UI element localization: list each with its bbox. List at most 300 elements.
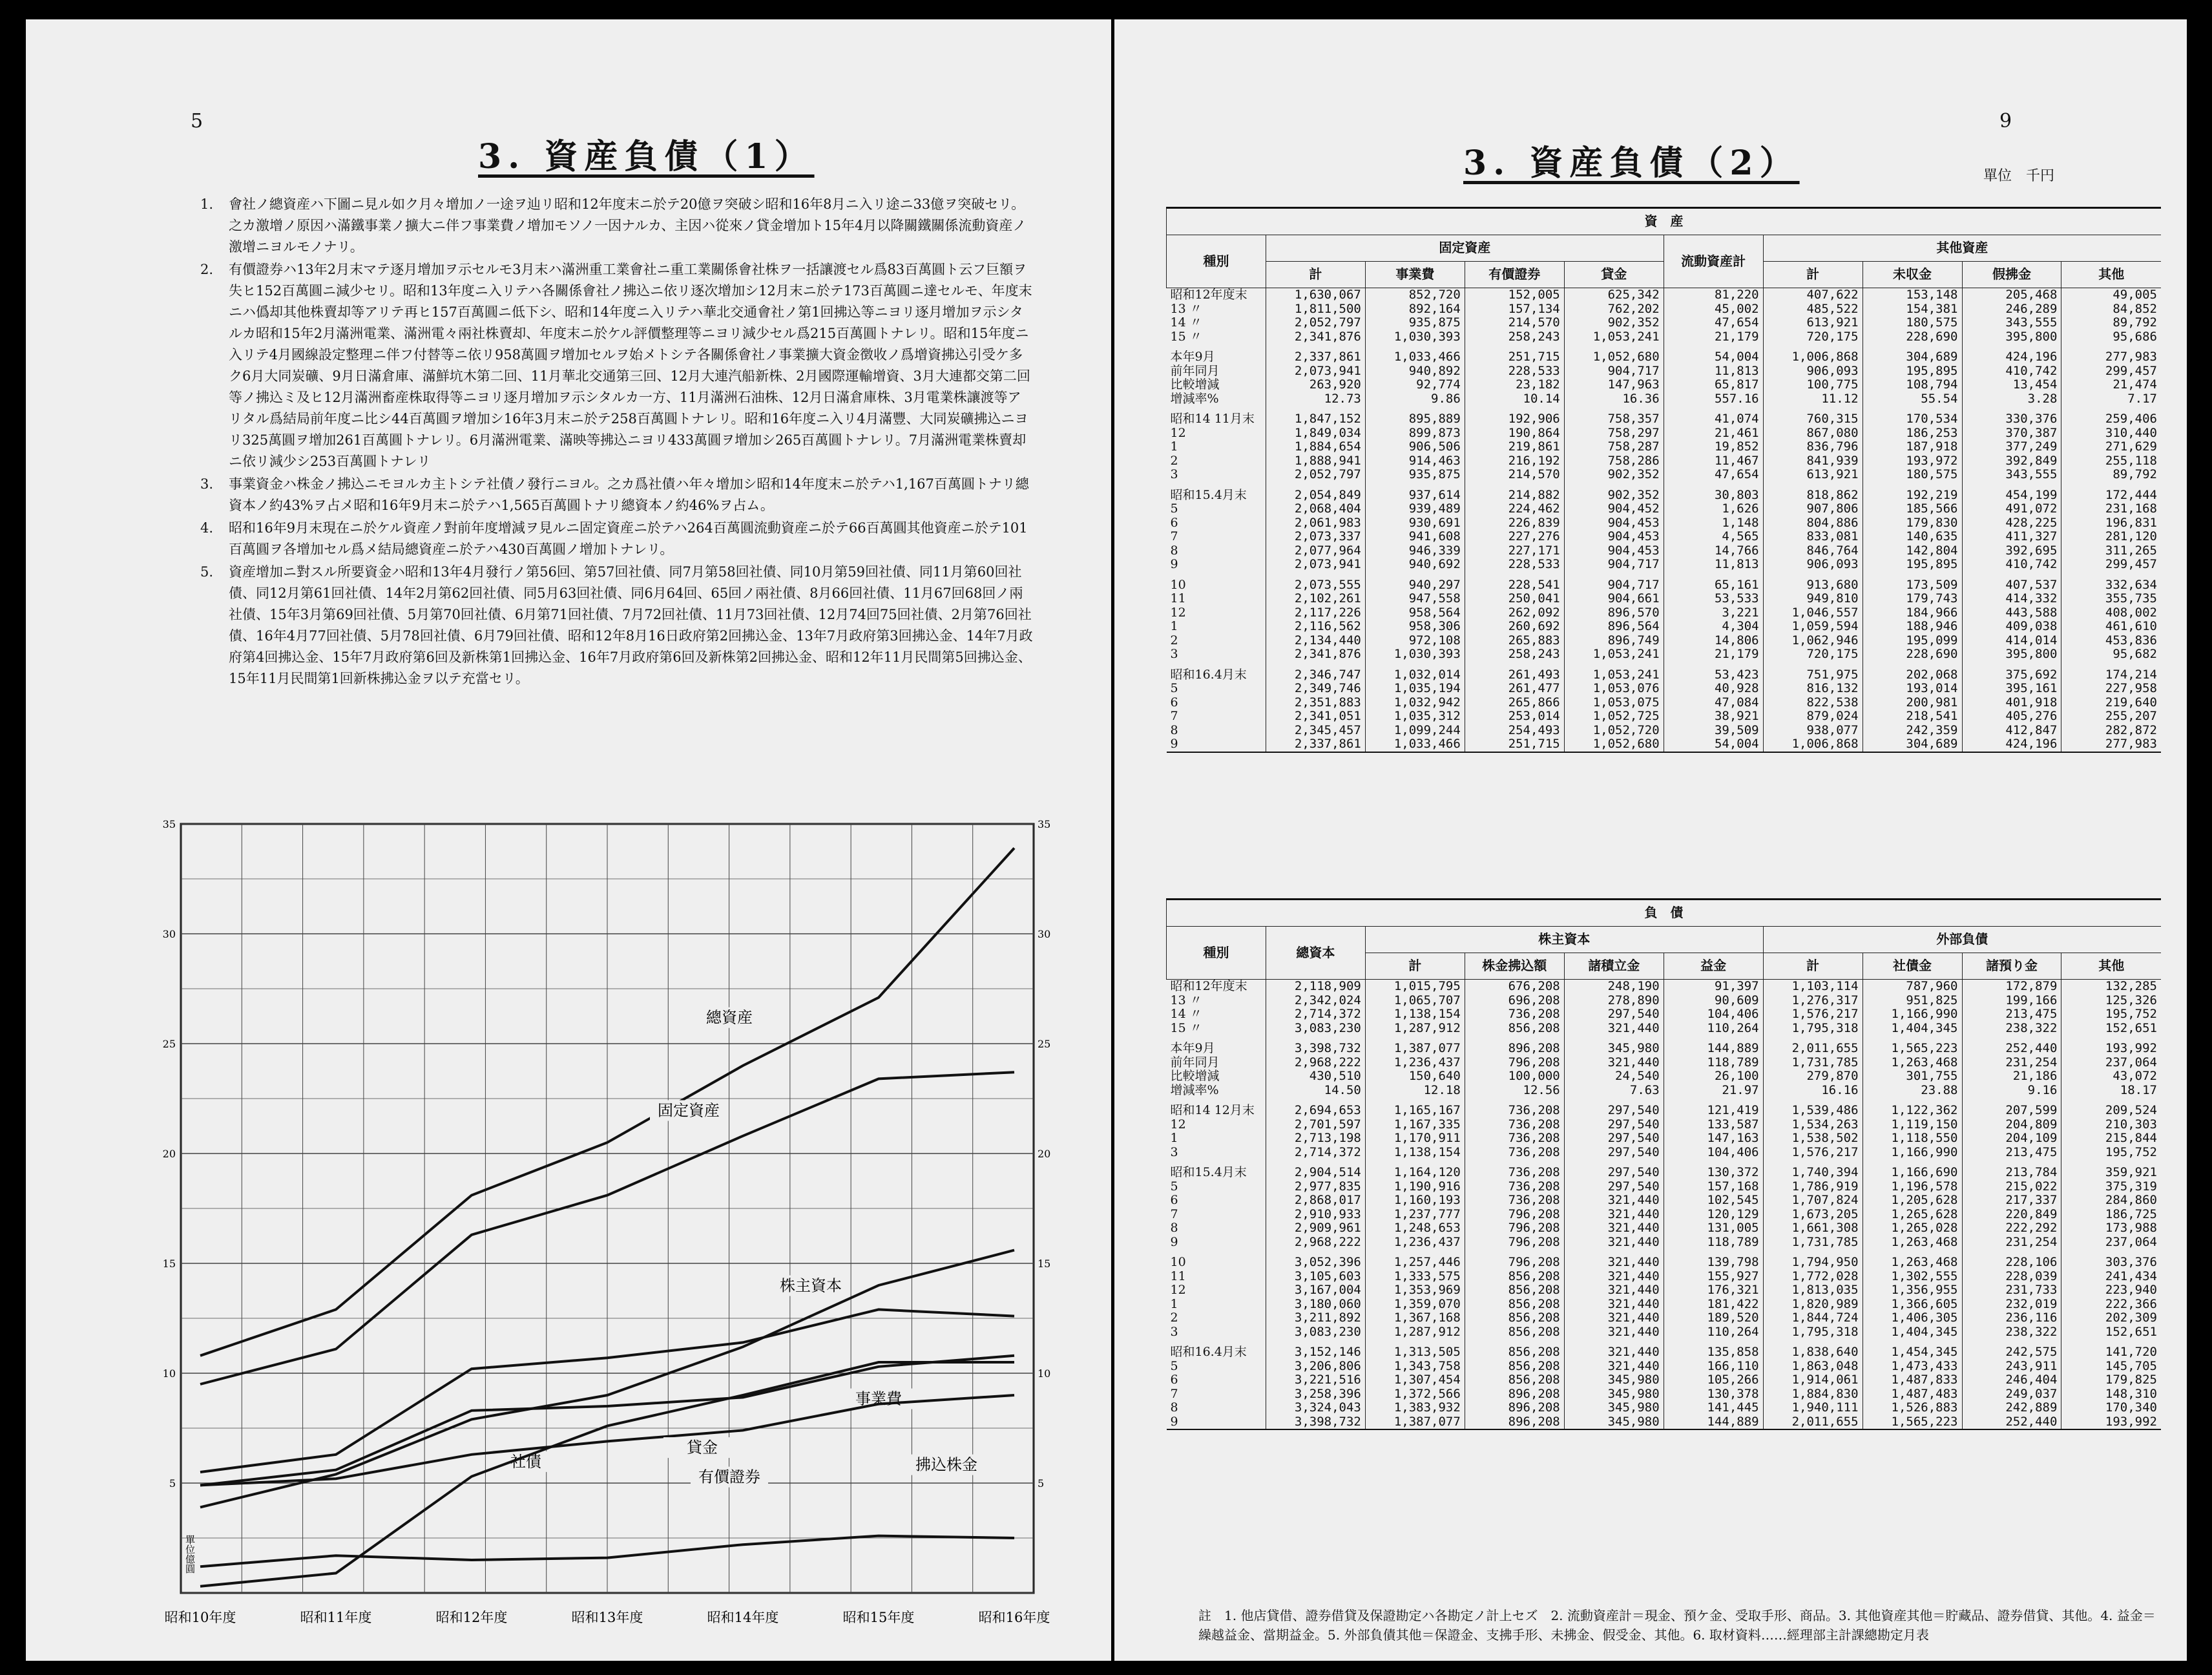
table-cell: 152,651 bbox=[2061, 1022, 2161, 1036]
table-row bbox=[1167, 344, 2162, 350]
paragraph-text: 資産增加ニ對スル所要資金ハ昭和13年4月發行ノ第56回、第57回社債、同7月第58回社債、同10月第59回社債、同11月第60回社債、同12月第61回社債、14年2月第62回社債、同5月63回社債、同6月64回、65回ノ兩社債、8月66回社債、11月67回68回ノ兩社債、15年3月第69回社債、5月第70回社債、6月第71回社債、7月72回社債、11月73回社債、12月74回75回社債、2月第76回社債、16年4月77回社債、5月78回社債、6月79回社債、昭和12年8月16日政府第2回拂込金、13年7月政府第3回拂込金、14年7月政府第4回拂込金、15年7月政府第6回及新株第1回拂込金、16年7月政府第6回及新株第2回拂込金、昭和12年11月民間第5回拂込金、15年11月民間第1回新株拂込金ヲ以テ充當セリ。 bbox=[229, 564, 1033, 686]
table-row bbox=[1167, 592, 2162, 606]
table-cell: 904,453 bbox=[1564, 530, 1664, 544]
left-page bbox=[26, 19, 1111, 1661]
table-cell: 170,340 bbox=[2061, 1401, 2161, 1415]
paragraph bbox=[200, 474, 1034, 516]
row-label: 7 bbox=[1170, 530, 1178, 543]
table-cell bbox=[1365, 1097, 1465, 1104]
table-cell: 144,889 bbox=[1664, 1415, 1763, 1430]
table-cell: 195,895 bbox=[1862, 364, 1962, 379]
column-header: 事業費 bbox=[1365, 262, 1465, 288]
table-cell: 443,588 bbox=[1962, 606, 2061, 620]
table-cell: 12.73 bbox=[1266, 392, 1365, 406]
row-label: 3 bbox=[1170, 648, 1178, 661]
table-row bbox=[1167, 737, 2162, 752]
table-cell: 224,462 bbox=[1465, 502, 1564, 516]
table-cell bbox=[1266, 572, 1365, 578]
x-tick-label: 昭和15年度 bbox=[842, 1610, 915, 1625]
table-cell: 246,289 bbox=[1962, 302, 2061, 317]
table-cell: 1,673,205 bbox=[1763, 1208, 1862, 1222]
table-cell: 258,243 bbox=[1465, 330, 1564, 344]
table-cell: 186,253 bbox=[1862, 427, 1962, 441]
table-row bbox=[1167, 530, 2162, 544]
paragraph-text: 昭和16年9月末現在ニ於ケル資産ノ對前年度增減ヲ見ルニ固定資産ニ於テハ264百萬圓流動資産ニ於テ66百萬圓其他資産ニ於テ101百萬圓ヲ各增加セル爲メ結局總資産ニ於テハ430百萬圓ノ增加トナレリ。 bbox=[229, 520, 1028, 557]
table-cell: 696,208 bbox=[1465, 994, 1564, 1008]
table-cell: 150,640 bbox=[1365, 1069, 1465, 1084]
table-cell: 265,866 bbox=[1465, 696, 1564, 710]
table-cell: 758,297 bbox=[1564, 427, 1664, 441]
table-cell: 23.88 bbox=[1862, 1084, 1962, 1098]
page-number: 5 bbox=[191, 110, 203, 132]
table-cell: 2,337,861 bbox=[1266, 737, 1365, 752]
table-cell: 192,906 bbox=[1465, 412, 1564, 427]
table-cell: 1,307,454 bbox=[1365, 1373, 1465, 1387]
table-cell: 179,825 bbox=[2061, 1373, 2161, 1387]
table-cell: 1,795,318 bbox=[1763, 1022, 1862, 1036]
table-cell: 816,132 bbox=[1763, 682, 1862, 696]
row-label: 昭和16.4月末 bbox=[1170, 668, 1247, 682]
table-cell: 141,445 bbox=[1664, 1401, 1763, 1415]
table-cell: 904,453 bbox=[1564, 544, 1664, 558]
y-tick-label-right: 20 bbox=[1038, 1148, 1051, 1160]
table-cell bbox=[1365, 572, 1465, 578]
table-cell: 170,534 bbox=[1862, 412, 1962, 427]
table-cell: 179,743 bbox=[1862, 592, 1962, 606]
table-cell: 53,533 bbox=[1664, 592, 1763, 606]
table-cell: 1,122,362 bbox=[1862, 1104, 1962, 1118]
table-cell: 1,630,067 bbox=[1266, 288, 1365, 302]
table-cell: 284,860 bbox=[2061, 1194, 2161, 1208]
row-label: 3 bbox=[1170, 1325, 1178, 1339]
table-row bbox=[1167, 1415, 2162, 1430]
table-cell: 896,208 bbox=[1465, 1415, 1564, 1430]
table-cell: 1,849,034 bbox=[1266, 427, 1365, 441]
table-cell: 130,372 bbox=[1664, 1166, 1763, 1180]
series-label: 拂込株金 bbox=[915, 1455, 977, 1474]
table-cell bbox=[1564, 1159, 1664, 1166]
table-cell: 53,423 bbox=[1664, 668, 1763, 682]
table-cell: 39,509 bbox=[1664, 724, 1763, 738]
table-cell: 242,575 bbox=[1962, 1345, 2061, 1360]
table-cell: 321,440 bbox=[1564, 1194, 1664, 1208]
table-cell: 227,958 bbox=[2061, 682, 2161, 696]
table-cell: 241,434 bbox=[2061, 1270, 2161, 1284]
table-cell: 16.36 bbox=[1564, 392, 1664, 406]
table-cell: 13,454 bbox=[1962, 378, 2061, 392]
table-cell: 130,378 bbox=[1664, 1387, 1763, 1402]
row-label: 6 bbox=[1170, 695, 1178, 710]
table-cell: 1,059,594 bbox=[1763, 620, 1862, 634]
table-cell: 345,980 bbox=[1564, 1042, 1664, 1056]
table-cell: 796,208 bbox=[1465, 1221, 1564, 1236]
table-cell: 2,011,655 bbox=[1763, 1415, 1862, 1430]
table-cell: 14,806 bbox=[1664, 634, 1763, 648]
table-cell: 202,068 bbox=[1862, 668, 1962, 682]
table-cell: 345,980 bbox=[1564, 1415, 1664, 1430]
table-cell: 1,367,168 bbox=[1365, 1311, 1465, 1325]
x-tick-label: 昭和16年度 bbox=[978, 1610, 1050, 1625]
table-cell: 1,487,833 bbox=[1862, 1373, 1962, 1387]
y-axis-note: 單位億圓 bbox=[184, 1535, 196, 1574]
table-cell bbox=[1763, 1035, 1862, 1042]
table-cell bbox=[1664, 1035, 1763, 1042]
table-cell bbox=[1763, 406, 1862, 412]
table-cell: 896,749 bbox=[1564, 634, 1664, 648]
table-cell: 833,081 bbox=[1763, 530, 1862, 544]
table-row bbox=[1167, 1180, 2162, 1194]
table-cell bbox=[1962, 1097, 2061, 1104]
table-cell: 836,796 bbox=[1763, 440, 1862, 454]
table-cell: 751,975 bbox=[1763, 668, 1862, 682]
row-label: 5 bbox=[1170, 502, 1178, 516]
table-row bbox=[1167, 1097, 2162, 1104]
x-tick-label: 昭和12年度 bbox=[435, 1610, 508, 1625]
table-cell: 1,740,394 bbox=[1763, 1166, 1862, 1180]
series-label: 貸金 bbox=[687, 1438, 718, 1457]
table-cell: 1,940,111 bbox=[1763, 1401, 1862, 1415]
table-cell: 796,208 bbox=[1465, 1236, 1564, 1250]
table-cell: 147,163 bbox=[1664, 1132, 1763, 1146]
table-row bbox=[1167, 1401, 2162, 1415]
table-cell bbox=[2061, 1035, 2161, 1042]
table-cell: 1,884,830 bbox=[1763, 1387, 1862, 1402]
table-cell: 736,208 bbox=[1465, 1166, 1564, 1180]
table-row bbox=[1167, 606, 2162, 620]
table-cell bbox=[1465, 1097, 1564, 1104]
table-cell: 856,208 bbox=[1465, 1373, 1564, 1387]
table-cell: 1,053,241 bbox=[1564, 330, 1664, 344]
kind-header: 種別 bbox=[1167, 927, 1266, 980]
table-cell: 215,844 bbox=[2061, 1132, 2161, 1146]
table-cell: 204,109 bbox=[1962, 1132, 2061, 1146]
table-cell bbox=[1564, 1339, 1664, 1345]
table-row bbox=[1167, 1146, 2162, 1160]
table-cell: 213,475 bbox=[1962, 1146, 2061, 1160]
column-header: 諸積立金 bbox=[1564, 953, 1664, 980]
table-cell: 176,321 bbox=[1664, 1283, 1763, 1298]
table-cell: 173,988 bbox=[2061, 1221, 2161, 1236]
table-cell: 228,690 bbox=[1862, 648, 1962, 662]
table-row bbox=[1167, 662, 2162, 668]
table-cell: 822,538 bbox=[1763, 696, 1862, 710]
table-cell: 736,208 bbox=[1465, 1104, 1564, 1118]
table-cell: 1,190,916 bbox=[1365, 1180, 1465, 1194]
table-cell bbox=[1465, 662, 1564, 668]
table-cell: 2,073,337 bbox=[1266, 530, 1365, 544]
table-cell: 1,576,217 bbox=[1763, 1146, 1862, 1160]
table-cell bbox=[1564, 1035, 1664, 1042]
column-header: 計 bbox=[1266, 262, 1365, 288]
table-cell bbox=[1365, 1035, 1465, 1042]
table-cell: 259,406 bbox=[2061, 412, 2161, 427]
table-cell: 1,237,777 bbox=[1365, 1208, 1465, 1222]
table-cell: 231,168 bbox=[2061, 502, 2161, 516]
table-cell: 902,352 bbox=[1564, 316, 1664, 330]
group-header: 其他資産 bbox=[1763, 235, 2161, 262]
table-cell: 345,980 bbox=[1564, 1387, 1664, 1402]
table-cell bbox=[1763, 482, 1862, 489]
row-label: 11 bbox=[1170, 1269, 1186, 1283]
table-cell: 226,839 bbox=[1465, 516, 1564, 531]
row-label: 昭和12年度末 bbox=[1170, 979, 1247, 993]
table-row bbox=[1167, 482, 2162, 489]
column-header: 假拂金 bbox=[1962, 262, 2061, 288]
table-cell: 321,440 bbox=[1564, 1270, 1664, 1284]
table-cell bbox=[1763, 662, 1862, 668]
table-cell: 1,167,335 bbox=[1365, 1118, 1465, 1132]
table-row bbox=[1167, 682, 2162, 696]
table-cell bbox=[1962, 1339, 2061, 1345]
table-cell bbox=[1962, 344, 2061, 350]
table-cell: 1,884,654 bbox=[1266, 440, 1365, 454]
row-label: 6 bbox=[1170, 1373, 1178, 1387]
table-cell: 796,208 bbox=[1465, 1208, 1564, 1222]
table-cell: 21,461 bbox=[1664, 427, 1763, 441]
table-cell bbox=[1266, 344, 1365, 350]
row-label: 15 〃 bbox=[1170, 330, 1202, 344]
table-cell bbox=[2061, 662, 2161, 668]
table-cell: 145,705 bbox=[2061, 1360, 2161, 1374]
table-cell: 902,352 bbox=[1564, 489, 1664, 503]
table-cell: 2,341,876 bbox=[1266, 648, 1365, 662]
table-cell: 841,939 bbox=[1763, 454, 1862, 469]
table-cell: 3,211,892 bbox=[1266, 1311, 1365, 1325]
row-label: 8 bbox=[1170, 1221, 1178, 1235]
table-row bbox=[1167, 1194, 2162, 1208]
table-cell: 1,795,318 bbox=[1763, 1325, 1862, 1340]
table-cell: 1,015,795 bbox=[1365, 980, 1465, 994]
table-cell: 190,864 bbox=[1465, 427, 1564, 441]
table-cell: 47,654 bbox=[1664, 316, 1763, 330]
table-cell bbox=[1962, 572, 2061, 578]
row-label: 5 bbox=[1170, 1359, 1178, 1373]
table-cell: 3,206,806 bbox=[1266, 1360, 1365, 1374]
table-cell: 310,440 bbox=[2061, 427, 2161, 441]
table-cell: 220,849 bbox=[1962, 1208, 2061, 1222]
table-cell: 392,695 bbox=[1962, 544, 2061, 558]
row-label: 7 bbox=[1170, 710, 1178, 723]
table-cell: 1,811,500 bbox=[1266, 302, 1365, 317]
group-header: 株主資本 bbox=[1365, 927, 1763, 953]
table-cell: 250,041 bbox=[1465, 592, 1564, 606]
table-cell: 2,011,655 bbox=[1763, 1042, 1862, 1056]
table-cell: 228,690 bbox=[1862, 330, 1962, 344]
table-cell: 172,879 bbox=[1962, 980, 2061, 994]
table-cell: 904,661 bbox=[1564, 592, 1664, 606]
y-tick-label-right: 35 bbox=[1038, 818, 1051, 830]
table-cell: 321,440 bbox=[1564, 1056, 1664, 1070]
table-cell: 1,052,680 bbox=[1564, 737, 1664, 752]
table-cell: 1,287,912 bbox=[1365, 1325, 1465, 1340]
table-cell: 1,164,120 bbox=[1365, 1166, 1465, 1180]
table-cell: 263,920 bbox=[1266, 378, 1365, 392]
table-cell: 228,533 bbox=[1465, 364, 1564, 379]
row-label bbox=[1167, 344, 1266, 350]
column-header: 計 bbox=[1763, 262, 1862, 288]
table-cell: 2,077,964 bbox=[1266, 544, 1365, 558]
table-cell: 228,106 bbox=[1962, 1256, 2061, 1270]
column-header: 計 bbox=[1763, 953, 1862, 980]
unit-label: 單位 千円 bbox=[1983, 168, 2055, 184]
table-cell: 1,626 bbox=[1664, 502, 1763, 516]
table-cell: 304,689 bbox=[1862, 350, 1962, 364]
table-cell: 411,327 bbox=[1962, 530, 2061, 544]
table-cell: 1,265,628 bbox=[1862, 1208, 1962, 1222]
table-cell: 720,175 bbox=[1763, 330, 1862, 344]
y-tick-label-left: 5 bbox=[169, 1477, 176, 1490]
table-cell: 253,014 bbox=[1465, 710, 1564, 724]
table-cell: 321,440 bbox=[1564, 1256, 1664, 1270]
table-cell: 135,858 bbox=[1664, 1345, 1763, 1360]
table-cell: 2,341,876 bbox=[1266, 330, 1365, 344]
table-cell: 1,236,437 bbox=[1365, 1056, 1465, 1070]
table-cell: 736,208 bbox=[1465, 1194, 1564, 1208]
table-cell: 1,166,690 bbox=[1862, 1166, 1962, 1180]
row-label: 昭和16.4月末 bbox=[1170, 1345, 1247, 1359]
table-cell: 209,524 bbox=[2061, 1104, 2161, 1118]
table-cell: 192,219 bbox=[1862, 489, 1962, 503]
table-cell: 3,398,732 bbox=[1266, 1042, 1365, 1056]
table-cell: 412,847 bbox=[1962, 724, 2061, 738]
table-cell: 1,404,345 bbox=[1862, 1022, 1962, 1036]
table-cell: 14,766 bbox=[1664, 544, 1763, 558]
table-cell: 222,366 bbox=[2061, 1298, 2161, 1312]
table-cell: 1,035,312 bbox=[1365, 710, 1465, 724]
table-row bbox=[1167, 1221, 2162, 1236]
row-label bbox=[1167, 1097, 1266, 1104]
table-cell: 904,453 bbox=[1564, 516, 1664, 531]
table-cell: 1,035,194 bbox=[1365, 682, 1465, 696]
table-cell: 7.17 bbox=[2061, 392, 2161, 406]
table-cell: 904,717 bbox=[1564, 558, 1664, 572]
row-label bbox=[1167, 482, 1266, 489]
table-row bbox=[1167, 648, 2162, 662]
table-cell: 95,686 bbox=[2061, 330, 2161, 344]
table-cell: 1,165,167 bbox=[1365, 1104, 1465, 1118]
table-cell: 47,084 bbox=[1664, 696, 1763, 710]
table-cell bbox=[1862, 406, 1962, 412]
table-cell: 321,440 bbox=[1564, 1283, 1664, 1298]
table-cell: 736,208 bbox=[1465, 1132, 1564, 1146]
row-label: 13 〃 bbox=[1170, 302, 1202, 316]
table-cell: 227,276 bbox=[1465, 530, 1564, 544]
table-cell: 1,053,241 bbox=[1564, 668, 1664, 682]
table-cell: 1,372,566 bbox=[1365, 1387, 1465, 1402]
table-cell: 195,895 bbox=[1862, 558, 1962, 572]
row-label: 2 bbox=[1170, 1311, 1178, 1325]
row-label: 6 bbox=[1170, 1194, 1178, 1207]
table-cell: 907,806 bbox=[1763, 502, 1862, 516]
table-cell bbox=[1564, 406, 1664, 412]
table-cell: 2,116,562 bbox=[1266, 620, 1365, 634]
table-cell: 24,540 bbox=[1564, 1069, 1664, 1084]
table-cell bbox=[2061, 1159, 2161, 1166]
table-row bbox=[1167, 378, 2162, 392]
paragraph bbox=[200, 194, 1034, 258]
y-tick-label-left: 35 bbox=[162, 818, 176, 830]
table-cell: 92,774 bbox=[1365, 378, 1465, 392]
table-cell: 1,366,605 bbox=[1862, 1298, 1962, 1312]
table-cell: 405,276 bbox=[1962, 710, 2061, 724]
row-label: 1 bbox=[1170, 1297, 1178, 1311]
table-cell: 958,564 bbox=[1365, 606, 1465, 620]
table-cell: 613,921 bbox=[1763, 316, 1862, 330]
table-cell: 248,190 bbox=[1564, 980, 1664, 994]
table-cell: 142,804 bbox=[1862, 544, 1962, 558]
row-label: 10 bbox=[1170, 578, 1186, 592]
table-cell: 410,742 bbox=[1962, 558, 2061, 572]
table-cell: 2,977,835 bbox=[1266, 1180, 1365, 1194]
table-cell: 758,357 bbox=[1564, 412, 1664, 427]
table-cell: 867,080 bbox=[1763, 427, 1862, 441]
table-cell: 1,794,950 bbox=[1763, 1256, 1862, 1270]
table-row bbox=[1167, 502, 2162, 516]
table-cell: 199,166 bbox=[1962, 994, 2061, 1008]
table-row bbox=[1167, 1007, 2162, 1022]
row-label: 8 bbox=[1170, 1401, 1178, 1415]
table-cell: 343,555 bbox=[1962, 468, 2061, 482]
table-cell: 108,794 bbox=[1862, 378, 1962, 392]
table-cell: 186,725 bbox=[2061, 1208, 2161, 1222]
table-cell: 1,006,868 bbox=[1763, 350, 1862, 364]
table-row bbox=[1167, 1298, 2162, 1312]
table-cell: 261,493 bbox=[1465, 668, 1564, 682]
table-cell: 1,006,868 bbox=[1763, 737, 1862, 752]
table-cell bbox=[1664, 406, 1763, 412]
row-label: 5 bbox=[1170, 1179, 1178, 1194]
table-cell: 131,005 bbox=[1664, 1221, 1763, 1236]
table-cell bbox=[1862, 1097, 1962, 1104]
table-cell: 1,052,680 bbox=[1564, 350, 1664, 364]
table-cell: 11,813 bbox=[1664, 558, 1763, 572]
table-cell: 214,882 bbox=[1465, 489, 1564, 503]
table-cell: 104,406 bbox=[1664, 1146, 1763, 1160]
kind-header: 種別 bbox=[1167, 235, 1266, 288]
table-cell: 1,914,061 bbox=[1763, 1373, 1862, 1387]
table-cell: 407,622 bbox=[1763, 288, 1862, 302]
series-label: 有價證券 bbox=[698, 1468, 760, 1486]
table-cell: 1,148 bbox=[1664, 516, 1763, 531]
table-cell bbox=[1664, 1249, 1763, 1256]
table-cell: 1,473,433 bbox=[1862, 1360, 1962, 1374]
table-cell: 238,322 bbox=[1962, 1022, 2061, 1036]
right-page bbox=[1114, 19, 2187, 1661]
series-label: 株主資本 bbox=[780, 1276, 842, 1295]
row-label: 11 bbox=[1170, 592, 1186, 606]
table-cell: 1,099,244 bbox=[1365, 724, 1465, 738]
table-cell: 141,720 bbox=[2061, 1345, 2161, 1360]
table-cell: 297,540 bbox=[1564, 1118, 1664, 1132]
row-label: 2 bbox=[1170, 454, 1178, 468]
table-cell: 196,831 bbox=[2061, 516, 2161, 531]
row-label: 9 bbox=[1170, 1415, 1178, 1429]
table-cell: 930,691 bbox=[1365, 516, 1465, 531]
row-label bbox=[1167, 572, 1266, 578]
table-cell: 121,419 bbox=[1664, 1104, 1763, 1118]
table-cell bbox=[1664, 1339, 1763, 1345]
table-cell: 424,196 bbox=[1962, 350, 2061, 364]
paragraph bbox=[200, 562, 1034, 690]
table-cell: 2,714,372 bbox=[1266, 1007, 1365, 1022]
table-cell: 375,319 bbox=[2061, 1180, 2161, 1194]
table-cell: 1,863,048 bbox=[1763, 1360, 1862, 1374]
table-cell: 228,541 bbox=[1465, 578, 1564, 593]
table-cell: 179,830 bbox=[1862, 516, 1962, 531]
table-cell: 304,689 bbox=[1862, 737, 1962, 752]
table-cell: 265,883 bbox=[1465, 634, 1564, 648]
table-cell: 896,564 bbox=[1564, 620, 1664, 634]
